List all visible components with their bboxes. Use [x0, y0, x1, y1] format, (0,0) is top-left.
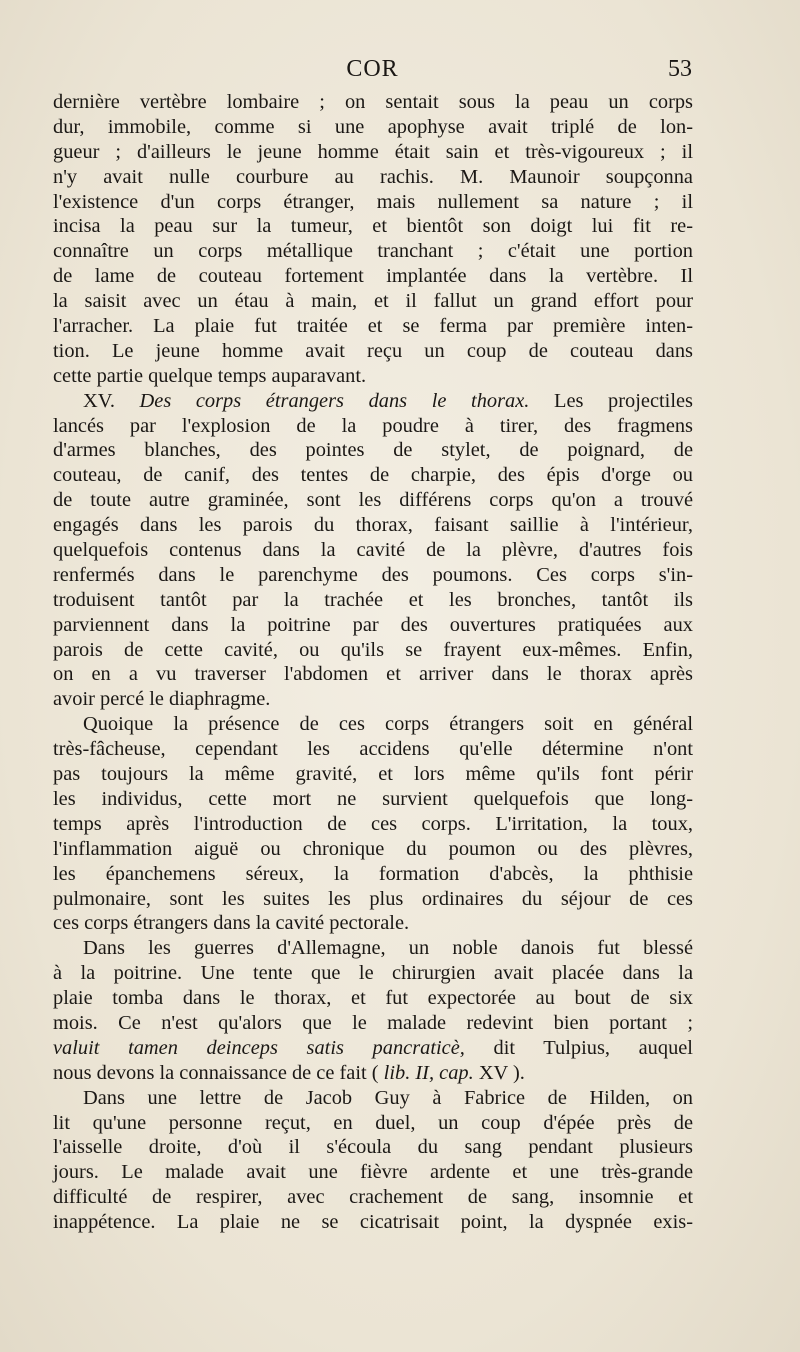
line-text: nous devons la connaissance de ce fait ( — [53, 1061, 384, 1084]
text-line — [53, 414, 693, 439]
text-line — [53, 190, 693, 215]
text-line — [53, 712, 693, 737]
line-text: lancés par l'explosion de la poudre à tirer, des fragmens — [53, 414, 693, 437]
line-text: renfermés dans le parenchyme des poumons. Ces corps s'in- — [53, 563, 693, 586]
text-line — [53, 289, 693, 314]
text-line — [53, 90, 693, 115]
line-text: Dans les guerres d'Allemagne, un noble danois fut blessé — [83, 937, 693, 960]
text-line — [53, 588, 693, 613]
body-text — [53, 90, 693, 1235]
text-line — [53, 214, 693, 239]
line-text: parois de cette cavité, ou qu'ils se frayent eux-mêmes. Enfin, — [53, 638, 693, 661]
line-text: engagés dans les parois du thorax, faisant saillie à l'intérieur, — [53, 514, 693, 537]
text-line — [53, 887, 693, 912]
text-line — [53, 1011, 693, 1036]
line-text: l'aisselle droite, d'où il s'écoula du sang pendant plusieurs — [53, 1136, 693, 1159]
text-line — [53, 1061, 693, 1086]
page-number: 53 — [668, 56, 692, 82]
line-text: mois. Ce n'est qu'alors que le malade redevint bien portant ; — [53, 1011, 693, 1034]
line-text: l'arracher. La plaie fut traitée et se ferma par première inten- — [53, 315, 693, 338]
line-text: XV ). — [473, 1061, 525, 1084]
line-text: dur, immobile, comme si une apophyse avait triplé de lon- — [53, 115, 693, 138]
text-line — [53, 613, 693, 638]
line-text: parviennent dans la poitrine par des ouvertures pratiquées aux — [53, 613, 693, 636]
text-line — [53, 837, 693, 862]
text-line — [53, 438, 693, 463]
line-text: difficulté de respirer, avec crachement de sang, insomnie et — [53, 1186, 693, 1209]
text-line — [53, 911, 693, 936]
line-text: Les projectiles — [529, 389, 693, 412]
text-line — [53, 513, 693, 538]
line-text: l'inflammation aiguë ou chronique du poumon ou des plèvres, — [53, 837, 693, 860]
text-line — [53, 339, 693, 364]
text-line — [53, 264, 693, 289]
line-text: l'existence d'un corps étranger, mais nullement sa nature ; il — [53, 190, 693, 213]
text-line — [53, 936, 693, 961]
line-text: inappétence. La plaie ne se cicatrisait point, la dyspnée exis- — [53, 1211, 693, 1234]
line-text: XV. — [83, 389, 140, 412]
text-line — [53, 986, 693, 1011]
italic-text: Des corps étrangers dans le thorax. — [139, 389, 530, 412]
line-text: les individus, cette mort ne survient quelquefois que long- — [53, 787, 693, 810]
line-text: cette partie quelque temps auparavant. — [53, 364, 367, 387]
text-line — [53, 1135, 693, 1160]
line-text: dit Tulpius, auquel — [464, 1036, 693, 1059]
line-text: pas toujours la même gravité, et lors même qu'ils font périr — [53, 763, 693, 786]
text-line — [53, 1111, 693, 1136]
text-line — [53, 165, 693, 190]
line-text: très-fâcheuse, cependant les accidens qu'elle détermine n'ont — [53, 738, 693, 761]
line-text: troduisent tantôt par la trachée et les bronches, tantôt ils — [53, 588, 693, 611]
text-line — [53, 488, 693, 513]
text-line — [53, 762, 693, 787]
line-text: Dans une lettre de Jacob Guy à Fabrice de Hilden, on — [83, 1086, 693, 1109]
running-head: COR — [346, 56, 399, 82]
page-header — [53, 56, 692, 86]
text-line — [53, 239, 693, 264]
text-line — [53, 787, 693, 812]
text-line — [53, 737, 693, 762]
line-text: ces corps étrangers dans la cavité pectorale. — [53, 912, 410, 935]
text-line — [53, 812, 693, 837]
italic-text: lib. II, cap. — [383, 1061, 474, 1084]
line-text: dernière vertèbre lombaire ; on sentait sous la peau un corps — [53, 91, 693, 113]
line-text: on en a vu traverser l'abdomen et arriver dans le thorax après — [53, 663, 693, 686]
line-text: n'y avait nulle courbure au rachis. M. Maunoir soupçonna — [53, 165, 693, 188]
line-text: les épanchemens séreux, la formation d'abcès, la phthisie — [53, 862, 693, 885]
line-text: de toute autre graminée, sont les différens corps qu'on a trouvé — [53, 489, 693, 512]
text-line — [53, 687, 693, 712]
line-text: pulmonaire, sont les suites les plus ordinaires du séjour de ces — [53, 887, 693, 910]
line-text: à la poitrine. Une tente que le chirurgien avait placée dans la — [53, 962, 693, 985]
text-line — [53, 364, 693, 389]
line-text: quelquefois contenus dans la cavité de la plèvre, d'autres fois — [53, 539, 693, 562]
text-line — [53, 1210, 693, 1235]
text-line — [53, 563, 693, 588]
italic-text: valuit tamen deinceps satis pancraticè, — [53, 1036, 465, 1059]
line-text: jours. Le malade avait une fièvre ardente et une très-grande — [53, 1161, 693, 1184]
text-line — [53, 1036, 693, 1061]
line-text: la saisit avec un étau à main, et il fallut un grand effort pour — [53, 290, 693, 313]
text-line — [53, 961, 693, 986]
line-text: incisa la peau sur la tumeur, et bientôt son doigt lui fit re- — [53, 215, 693, 238]
line-text: lit qu'une personne reçut, en duel, un coup d'épée près de — [53, 1111, 693, 1134]
text-line — [53, 1160, 693, 1185]
line-text: temps après l'introduction de ces corps. L'irritation, la toux, — [53, 812, 693, 835]
text-line — [53, 538, 693, 563]
line-text: d'armes blanches, des pointes de stylet, de poignard, de — [53, 439, 693, 462]
text-line — [53, 1185, 693, 1210]
text-line — [53, 115, 693, 140]
text-line — [53, 140, 693, 165]
text-line — [53, 463, 693, 488]
text-line — [53, 662, 693, 687]
text-line — [53, 389, 693, 414]
text-line — [53, 1086, 693, 1111]
line-text: tion. Le jeune homme avait reçu un coup de couteau dans — [53, 339, 693, 362]
text-line — [53, 638, 693, 663]
line-text: connaître un corps métallique tranchant ; c'était une portion — [53, 240, 693, 263]
line-text: gueur ; d'ailleurs le jeune homme était sain et très-vigoureux ; il — [53, 140, 693, 163]
line-text: avoir percé le diaphragme. — [53, 688, 271, 711]
line-text: couteau, de canif, des tentes de charpie, des épis d'orge ou — [53, 464, 693, 487]
line-text: Quoique la présence de ces corps étrangers soit en général — [83, 713, 693, 736]
text-line — [53, 314, 693, 339]
text-line — [53, 862, 693, 887]
line-text: de lame de couteau fortement implantée dans la vertèbre. Il — [53, 265, 693, 288]
line-text: plaie tomba dans le thorax, et fut expectorée au bout de six — [53, 987, 693, 1010]
